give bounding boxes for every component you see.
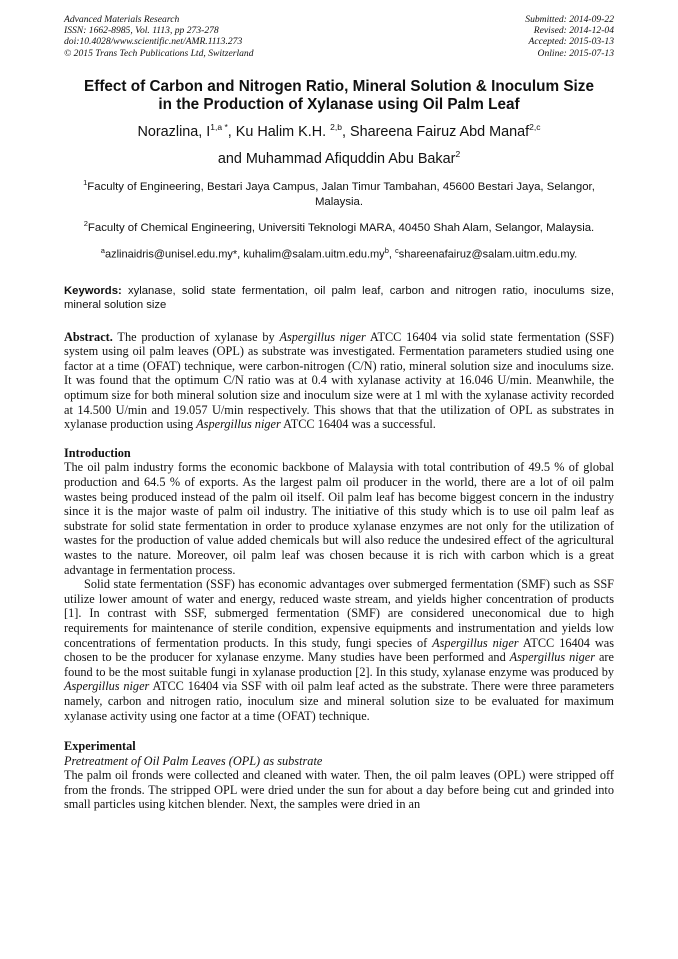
paragraph-text: Solid state fermentation (SSF) has economic advantages over submerged fermentation (SMF) such as SSF utilize lower amount of water and energy, reduced waste stream, and yields higher concentration of products [1]. In contrast with SSF, submerged fermentation (SMF) are considered uneconomical due to high requirements for maintenance of sterile condition, expensive equipments and instrumentation and yields low concentrations of fermentation products. In this study, fungi species of (64, 577, 614, 650)
email-separator: , (388, 248, 395, 261)
paper-title (64, 78, 614, 114)
keywords (64, 284, 614, 312)
abstract (64, 330, 614, 432)
date-accepted: Accepted: 2015-03-13 (528, 36, 614, 48)
date-submitted: Submitted: 2014-09-22 (525, 14, 614, 25)
author-sup: 2,c (529, 121, 541, 132)
author-emails (64, 243, 614, 263)
section-heading-introduction: Introduction (64, 445, 131, 460)
author-sup: 2,b (330, 121, 342, 132)
author-name: , Shareena Fairuz Abd Manaf (341, 123, 530, 140)
keywords-text: xylanase, solid state fermentation, oil palm leaf, carbon and nitrogen ratio, inoculums size, mineral solution size (64, 284, 614, 311)
email-sup: c (394, 246, 399, 255)
species-name: Aspergillus niger (279, 329, 366, 344)
journal-name: Advanced Materials Research (64, 14, 180, 25)
abstract-text: ATCC 16404 was a successful. (280, 417, 436, 432)
affiliation-2 (64, 216, 614, 236)
subsection-heading: Pretreatment of Oil Palm Leaves (OPL) as substrate (64, 753, 323, 768)
author-list (64, 116, 614, 170)
date-online: Online: 2015-07-13 (537, 47, 614, 59)
date-revised: Revised: 2014-12-04 (533, 25, 614, 37)
author-name: , Ku Halim K.H. (227, 123, 331, 140)
author-sup: 1,a * (210, 121, 228, 132)
title-line-1: Effect of Carbon and Nitrogen Ratio, Mineral Solution & Inoculum Size (84, 77, 594, 95)
species-name: Aspergillus niger (432, 635, 519, 650)
journal-info (64, 14, 254, 59)
affiliation-text: Faculty of Chemical Engineering, Universiti Teknologi MARA, 40450 Shah Alam, Selangor, Malaysia. (87, 222, 595, 234)
paragraph-text: ATCC 16404 was chosen to be the producer for xylanase enzyme. Many studies have been performed and (64, 635, 614, 665)
intro-paragraph-1: The oil palm industry forms the economic backbone of Malaysia with total contribution of 49.5 % of global production and 64.5 % of exports. As the largest palm oil producer in the world, there are a lot of oil palm wastes being produced instead of the palm oil itself. Oil palm leaf has become biggest concern in the industry since it is the major waste of palm oil industry. The initiative of this study which is to use oil palm leaf as substrate for solid state fermentation in order to produce xylanase enzymes are not only for the utilization of wastes for the production of value added chemicals but will also reduce the undesired effect of the agricultural wastes to the nature. Moreover, oil palm leaf was chosen because it is rich with carbon which is a great advantage in fermentation process. (64, 460, 614, 577)
author-name: and Muhammad Afiquddin Abu Bakar (217, 150, 456, 167)
submission-dates (525, 14, 614, 59)
email-link[interactable]: kuhalim@salam.uitm.edu.my (243, 248, 385, 261)
journal-doi: doi:10.4028/www.scientific.net/AMR.1113.273 (64, 36, 243, 48)
species-name: Aspergillus niger (64, 679, 150, 694)
author-line-1 (64, 116, 614, 143)
section-heading-experimental: Experimental (64, 739, 136, 754)
email-sup: b (384, 246, 389, 255)
author-line-2 (64, 143, 614, 170)
author-name: Norazlina, I (137, 123, 211, 140)
abstract-text: ATCC 16404 via solid state fermentation (SSF) system using oil palm leaves (OPL) as substrate was investigated. Fermentation parameters studied using one factor at a time (OFAT) technique, were carbon-nitrogen (C/N) ratio, mineral solution size and inoculums size. It was found that the optimum C/N ratio was at 0.4 with xylanase activity at 16.046 U/min. Meanwhile, the optimum size for both mineral solution size and inoculum size were at 1 ml with the xylanase activity recorded at 14.500 U/min and 19.057 U/min respectively. This shows that that the utilization of OPL as substrates in xylanase production using (64, 329, 614, 432)
paragraph-text: are found to be the most suitable fungi in xylanase production [2]. In this study, xylanase enzyme was produced by (64, 650, 614, 679)
intro-paragraph-2 (64, 577, 614, 723)
abstract-label: Abstract. (64, 329, 113, 344)
journal-issn: ISSN: 1662-8985, Vol. 1113, pp 273-278 (64, 25, 219, 37)
author-sup: 2 (455, 148, 461, 159)
experimental-paragraph-1: The palm oil fronds were collected and cleaned with water. Then, the oil palm leaves (OPL) were stripped off from the fronds. The stripped OPL were dried under the sun for about a day before being cut and grinded into small particles using kitchen blender. Next, the samples were dried in an (64, 768, 614, 812)
journal-header (64, 14, 614, 59)
keywords-label: Keywords: (64, 284, 122, 297)
title-line-2: in the Production of Xylanase using Oil Palm Leaf (158, 95, 520, 113)
affiliation-text: Faculty of Engineering, Bestari Jaya Campus, Jalan Timur Tambahan, 45600 Bestari Jaya, Selangor, Malaysia. (87, 181, 595, 209)
species-name: Aspergillus niger (196, 417, 281, 432)
species-name: Aspergillus niger (509, 650, 596, 665)
affiliation-sup: 1 (83, 178, 88, 188)
email-link[interactable]: azlinaidris@unisel.edu.my*, (104, 248, 244, 261)
journal-copyright: © 2015 Trans Tech Publications Ltd, Switzerland (64, 47, 254, 59)
abstract-text: The production of xylanase by (112, 329, 280, 344)
email-link[interactable]: shareenafairuz@salam.uitm.edu.my. (398, 248, 578, 261)
paragraph-text: ATCC 16404 via SSF with oil palm leaf acted as the substrate. There were three parameters namely, carbon and nitrogen ratio, inoculum size and mineral solution size to be evaluated for maximum xylanase activity using one factor at a time (OFAT) technique. (64, 679, 614, 723)
email-sup: a (100, 246, 105, 255)
affiliation-sup: 2 (83, 219, 88, 229)
affiliation-1 (64, 175, 614, 210)
